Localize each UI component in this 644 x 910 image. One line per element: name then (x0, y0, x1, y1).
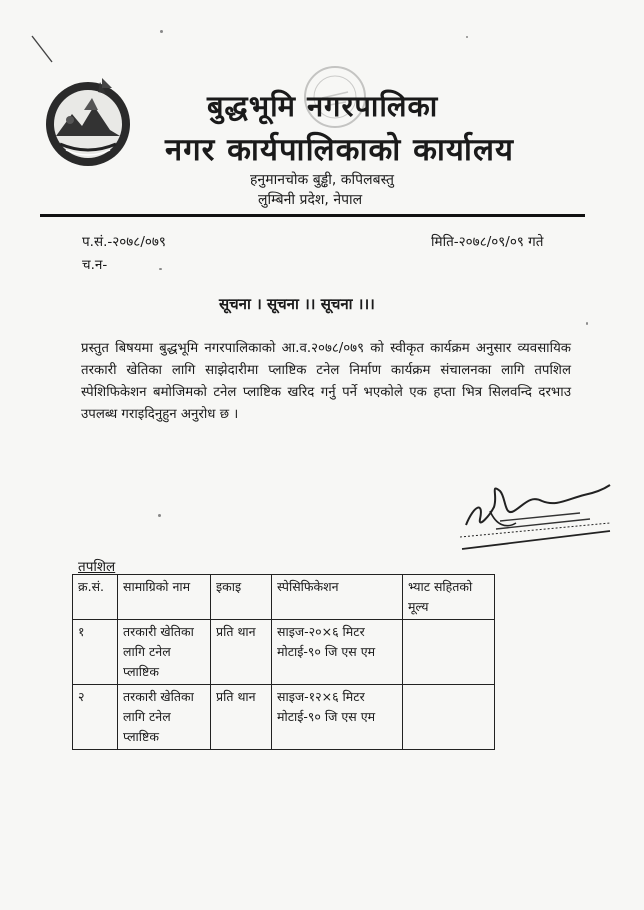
cell-specification: साइज-२०×६ मिटर मोटाई-९० जि एस एम (272, 620, 403, 685)
cell-price (403, 685, 495, 750)
signature-stamp (460, 465, 620, 560)
cell-unit: प्रति थान (211, 685, 272, 750)
scan-speck (466, 36, 468, 38)
scan-speck (160, 30, 163, 33)
table-row (73, 620, 495, 685)
dispatch-number: च.न- (82, 257, 108, 273)
cell-price (403, 620, 495, 685)
cell-serial: १ (73, 620, 118, 685)
cell-item-name: तरकारी खेतिका लागि टनेल प्लाष्टिक (118, 620, 211, 685)
scan-speck (159, 268, 162, 270)
header-specification: स्पेसिफिकेशन (272, 575, 403, 620)
notice-heading: सूचना । सूचना ।। सूचना ।।। (219, 295, 375, 313)
table-header-row (73, 575, 495, 620)
address-line-2: लुम्बिनी प्रदेश, नेपाल (258, 192, 363, 208)
scan-speck (158, 514, 161, 517)
cell-serial: २ (73, 685, 118, 750)
header-item-name: सामाग्रिको नाम (118, 575, 211, 620)
header-unit: इकाइ (211, 575, 272, 620)
cell-unit: प्रति थान (211, 620, 272, 685)
cell-specification: साइज-१२×६ मिटर मोटाई-९० जि एस एम (272, 685, 403, 750)
table-row (73, 685, 495, 750)
specification-table (72, 574, 495, 750)
municipality-emblem-icon (40, 74, 136, 170)
header-price-with-vat: भ्याट सहितको मूल्य (403, 575, 495, 620)
notice-date: मिति-२०७८/०९/०९ गते (431, 234, 544, 250)
notice-body: प्रस्तुत बिषयमा बुद्धभूमि नगरपालिकाको आ.व.२०७८/०७९ को स्वीकृत कार्यक्रम अनुसार व्यवसायिक तरकारी खेतिका लागि साझेदारीमा प्लाष्टिक टनेल निर्माण कार्यक्रम संचालनका लागि तपशिल स्पेशिफिकेशन बमोजिमको टनेल प्लाष्टिक खरिद गर्नु पर्ने भएकोले एक हप्ता भित्र सिलवन्दि दरभाउ उपलब्ध गराइदिनुहुन अनुरोध छ । (81, 341, 571, 422)
scan-speck (586, 322, 588, 325)
office-name: नगर कार्यपालिकाको कार्यालय (165, 132, 514, 168)
scratch-mark (30, 34, 56, 64)
header-serial: क्र.सं. (73, 575, 118, 620)
address-line-1: हनुमानचोक बुड्ढी, कपिलबस्तु (250, 172, 395, 188)
header-divider (40, 214, 585, 217)
municipality-name: बुद्धभूमि नगरपालिका (207, 89, 439, 123)
cell-item-name: तरकारी खेतिका लागि टनेल प्लाष्टिक (118, 685, 211, 750)
reference-number: प.सं.-२०७८/०७९ (82, 234, 166, 250)
table-title: तपशिल (78, 559, 116, 575)
